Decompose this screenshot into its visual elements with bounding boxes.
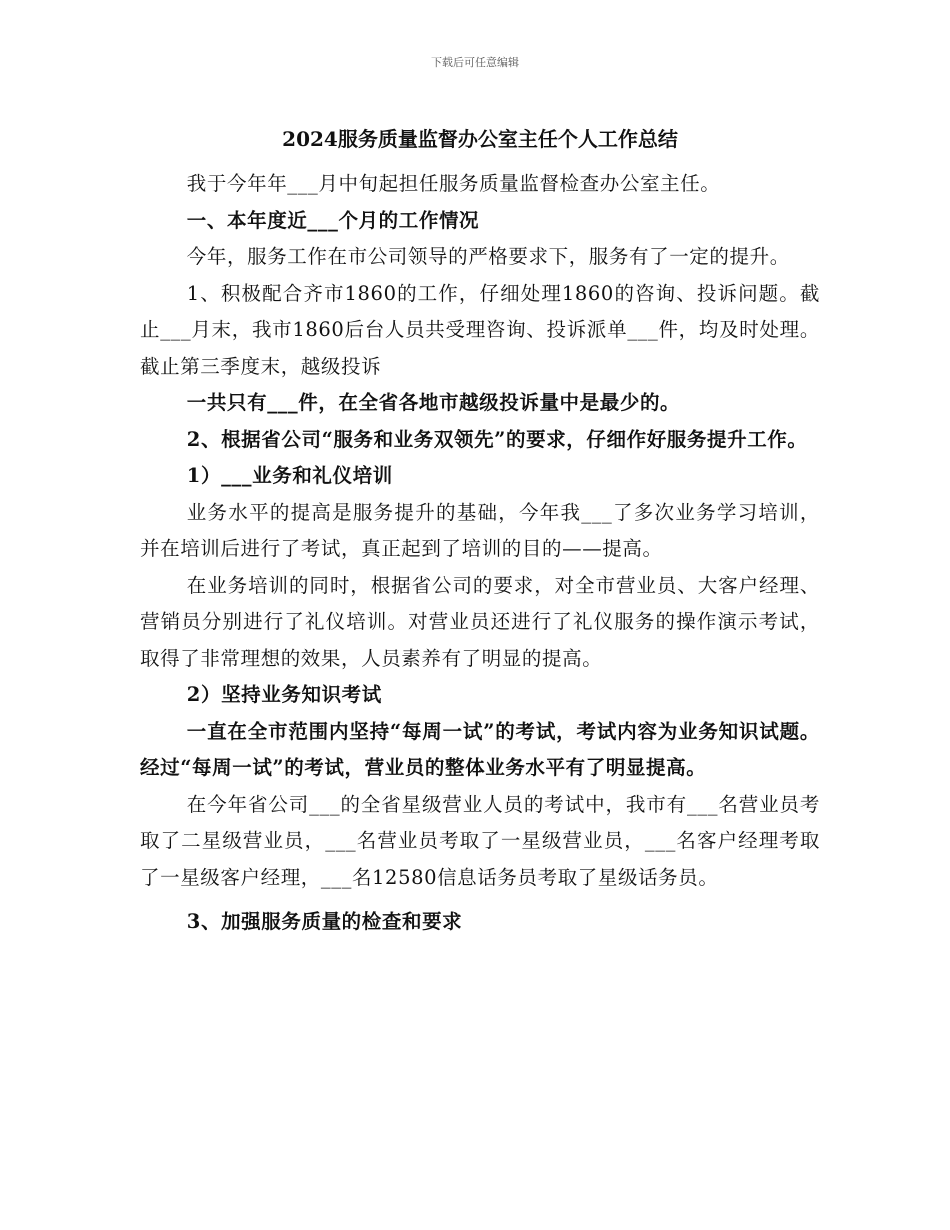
paragraph-complaints: 一共只有___件，在全省各地市越级投诉量中是最少的。: [186, 391, 681, 414]
heading-item-2: 2、根据省公司“服务和业务双领先”的要求，仔细作好服务提升工作。: [186, 427, 808, 451]
paragraph-intro: 今年，服务工作在市公司领导的严格要求下，服务有了一定的提升。: [186, 245, 790, 268]
paragraph-training: 业务水平的提高是服务提升的基础，今年我___了多次业务学习培训，并在培训后进行了考试，真正起到了培训的目的——提高。: [140, 500, 820, 560]
header-note: 下载后可任意编辑: [431, 56, 519, 69]
heading-item-3: 3、加强服务质量的检查和要求: [186, 910, 463, 933]
heading-section-1: 一、本年度近___个月的工作情况: [186, 208, 480, 232]
heading-sub-2: 2）坚持业务知识考试: [186, 683, 382, 706]
document-title: 2024服务质量监督办公室主任个人工作总结: [282, 127, 678, 151]
heading-sub-1: 1）___业务和礼仪培训: [186, 464, 393, 487]
paragraph-star-exam: 在今年省公司___的全省星级营业人员的考试中，我市有___名营业员考取了二星级营业员，___名营业员考取了一星级营业员，___名客户经理考取了一星级客户经理，___名12580信息话务员考取了星级话务员。: [140, 792, 820, 889]
paragraph-appointment: 我于今年年___月中旬起担任服务质量监督检查办公室主任。: [186, 172, 721, 195]
paragraph-weekly-test: 一直在全市范围内坚持“每周一试”的考试，考试内容为业务知识试题。经过“每周一试”的考试，营业员的整体业务水平有了明显提高。: [140, 719, 820, 779]
paragraph-item-1: 1、积极配合齐市1860的工作，仔细处理1860的咨询、投诉问题。截止___月末，我市1860后台人员共受理咨询、投诉派单___件，均及时处理。截止第三季度末，越级投诉: [140, 281, 820, 378]
document-page: [140, 120, 820, 941]
paragraph-etiquette: 在业务培训的同时，根据省公司的要求，对全市营业员、大客户经理、营销员分别进行了礼仪培训。对营业员还进行了礼仪服务的操作演示考试，取得了非常理想的效果，人员素养有了明显的提高。: [140, 573, 820, 670]
